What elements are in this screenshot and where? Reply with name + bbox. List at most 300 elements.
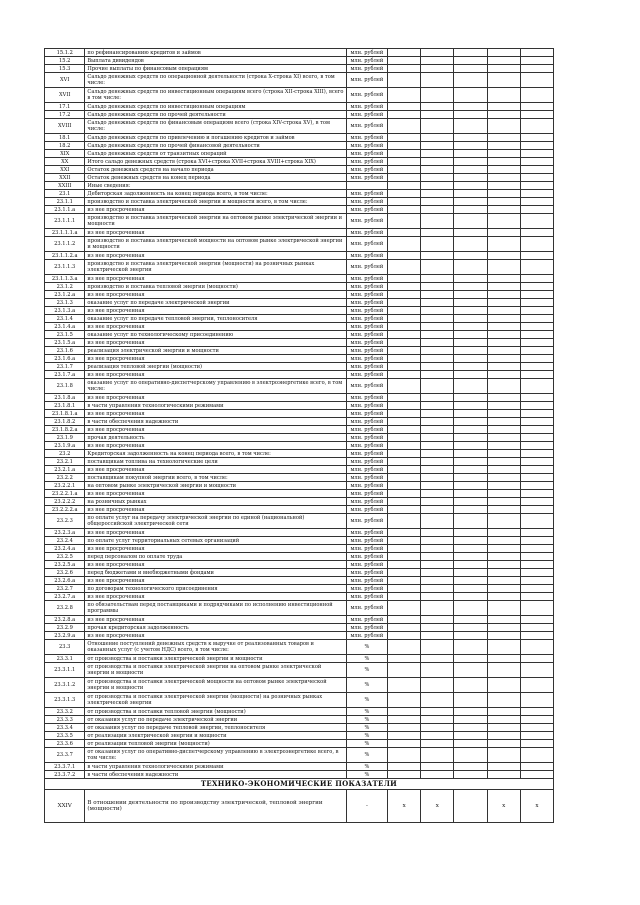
- value-cell: [421, 166, 454, 174]
- value-cell: [388, 529, 421, 537]
- table-row: [45, 111, 554, 119]
- row-code: 17.1: [45, 103, 85, 111]
- value-cell: [454, 482, 487, 490]
- value-cell: [421, 142, 454, 150]
- value-cell: [520, 748, 553, 763]
- value-cell: [388, 724, 421, 732]
- value-cell: [520, 678, 553, 693]
- row-unit: %: [346, 663, 387, 678]
- row-name: из нее просроченная: [85, 561, 346, 569]
- value-cell: [454, 65, 487, 73]
- row-name: прочая деятельность: [85, 434, 346, 442]
- row-unit: млн. рублей: [346, 632, 387, 640]
- value-cell: [388, 182, 421, 190]
- row-unit: млн. рублей: [346, 498, 387, 506]
- row-code: 23.3.5: [45, 732, 85, 740]
- value-cell: [388, 426, 421, 434]
- row-code: 23.1.9: [45, 434, 85, 442]
- value-cell: [454, 616, 487, 624]
- row-unit: млн. рублей: [346, 198, 387, 206]
- value-cell: [388, 291, 421, 299]
- value-cell: [454, 88, 487, 103]
- row-code: 23.1.8.2.а: [45, 426, 85, 434]
- row-unit: млн. рублей: [346, 624, 387, 632]
- row-code: 23.1.1.а: [45, 206, 85, 214]
- value-cell: [520, 402, 553, 410]
- value-cell: [487, 260, 520, 275]
- row-unit: млн. рублей: [346, 601, 387, 616]
- row-unit: млн. рублей: [346, 458, 387, 466]
- value-cell: [487, 442, 520, 450]
- value-cell: [487, 458, 520, 466]
- value-cell: [520, 142, 553, 150]
- table-row: [45, 237, 554, 252]
- value-cell: [454, 474, 487, 482]
- value-cell: [388, 73, 421, 88]
- value-cell: [421, 174, 454, 182]
- value-cell: [520, 307, 553, 315]
- value-cell: [454, 158, 487, 166]
- value-cell: [487, 323, 520, 331]
- table-row: [45, 732, 554, 740]
- value-cell: [421, 748, 454, 763]
- value-cell: [388, 323, 421, 331]
- table-row: [45, 410, 554, 418]
- value-cell: [520, 514, 553, 529]
- value-cell: [388, 158, 421, 166]
- value-cell: [421, 740, 454, 748]
- value-cell: [421, 593, 454, 601]
- row-code: 23.3.6: [45, 740, 85, 748]
- value-cell: [487, 299, 520, 307]
- value-cell: [421, 299, 454, 307]
- value-cell: [487, 601, 520, 616]
- row-name: производство и поставка тепловой энергии (мощности): [85, 283, 346, 291]
- value-cell: [487, 514, 520, 529]
- row-code: 23.1.8.1.а: [45, 410, 85, 418]
- value-cell: [520, 111, 553, 119]
- row-name: производство и поставка электрической мощности на оптовом рынке электрической энергии и мощности: [85, 237, 346, 252]
- row-name: из нее просроченная: [85, 394, 346, 402]
- table-row: [45, 166, 554, 174]
- row-unit: млн. рублей: [346, 315, 387, 323]
- value-cell: [487, 585, 520, 593]
- row-name: из нее просроченная: [85, 339, 346, 347]
- value-cell: [487, 206, 520, 214]
- value-cell: [487, 732, 520, 740]
- value-cell: [487, 88, 520, 103]
- value-cell: [454, 174, 487, 182]
- value-cell: [454, 142, 487, 150]
- table-row: [45, 506, 554, 514]
- row-unit: %: [346, 748, 387, 763]
- value-cell: [454, 655, 487, 663]
- row-unit: млн. рублей: [346, 214, 387, 229]
- table-row: [45, 150, 554, 158]
- value-cell: [487, 283, 520, 291]
- value-cell: [454, 585, 487, 593]
- value-cell: [388, 315, 421, 323]
- footer-unit: -: [346, 790, 387, 823]
- row-code: 23.1.7: [45, 363, 85, 371]
- value-cell: [487, 65, 520, 73]
- row-code: 23.2.1: [45, 458, 85, 466]
- value-cell: [421, 73, 454, 88]
- row-code: 18.2: [45, 142, 85, 150]
- value-cell: [454, 402, 487, 410]
- value-cell: [520, 593, 553, 601]
- value-cell: [388, 371, 421, 379]
- value-cell: [454, 307, 487, 315]
- row-name: от производства и поставки электрической энергии на оптовом рынке электрической энергии и мощности: [85, 663, 346, 678]
- footer-value-2: x: [421, 790, 454, 823]
- row-code: 23.1.1.1: [45, 214, 85, 229]
- value-cell: [487, 569, 520, 577]
- row-code: 23.2.9: [45, 624, 85, 632]
- row-unit: млн. рублей: [346, 275, 387, 283]
- value-cell: [454, 693, 487, 708]
- value-cell: [421, 355, 454, 363]
- value-cell: [454, 410, 487, 418]
- value-cell: [520, 49, 553, 57]
- value-cell: [388, 355, 421, 363]
- row-code: 23.1.2.а: [45, 291, 85, 299]
- value-cell: [520, 434, 553, 442]
- value-cell: [421, 229, 454, 237]
- row-code: 23.3.1.2: [45, 678, 85, 693]
- value-cell: [421, 616, 454, 624]
- value-cell: [454, 49, 487, 57]
- indicators-table-body: [45, 49, 554, 779]
- value-cell: [520, 771, 553, 779]
- value-cell: [388, 206, 421, 214]
- row-unit: млн. рублей: [346, 103, 387, 111]
- table-row: [45, 771, 554, 779]
- row-unit: млн. рублей: [346, 291, 387, 299]
- value-cell: [421, 379, 454, 394]
- value-cell: [421, 514, 454, 529]
- row-code: 23.1.5: [45, 331, 85, 339]
- row-unit: млн. рублей: [346, 347, 387, 355]
- value-cell: [454, 150, 487, 158]
- row-code: 23.2.4.а: [45, 545, 85, 553]
- table-row: [45, 182, 554, 190]
- row-unit: млн. рублей: [346, 410, 387, 418]
- value-cell: [454, 379, 487, 394]
- row-name: Выплата дивидендов: [85, 57, 346, 65]
- row-name: из нее просроченная: [85, 545, 346, 553]
- value-cell: [520, 640, 553, 655]
- value-cell: [454, 275, 487, 283]
- table-row: [45, 142, 554, 150]
- row-code: 23.2.7.а: [45, 593, 85, 601]
- table-row: [45, 283, 554, 291]
- table-row: [45, 355, 554, 363]
- table-row: [45, 331, 554, 339]
- value-cell: [454, 601, 487, 616]
- value-cell: [388, 732, 421, 740]
- value-cell: [421, 693, 454, 708]
- row-code: 23.1.6.а: [45, 355, 85, 363]
- value-cell: [487, 73, 520, 88]
- value-cell: [421, 182, 454, 190]
- value-cell: [388, 363, 421, 371]
- row-name: Отношение поступлений денежных средств к выручке от реализованных товаров и оказанных услуг (с учетом НДС) всего, в том числе:: [85, 640, 346, 655]
- row-name: из нее просроченная: [85, 275, 346, 283]
- row-code: XX: [45, 158, 85, 166]
- value-cell: [487, 450, 520, 458]
- value-cell: [520, 624, 553, 632]
- table-row: [45, 49, 554, 57]
- row-unit: млн. рублей: [346, 323, 387, 331]
- value-cell: [421, 632, 454, 640]
- table-row: [45, 474, 554, 482]
- row-name: оказание услуг по технологическому присоединению: [85, 331, 346, 339]
- row-name: в части обеспечения надежности: [85, 418, 346, 426]
- row-code: 15.1.2: [45, 49, 85, 57]
- value-cell: [388, 716, 421, 724]
- footer-value-5: x: [520, 790, 553, 823]
- value-cell: [487, 182, 520, 190]
- value-cell: [487, 693, 520, 708]
- value-cell: [388, 331, 421, 339]
- value-cell: [487, 553, 520, 561]
- value-cell: [421, 252, 454, 260]
- value-cell: [421, 763, 454, 771]
- value-cell: [520, 474, 553, 482]
- table-row: [45, 490, 554, 498]
- value-cell: [487, 394, 520, 402]
- value-cell: [421, 458, 454, 466]
- value-cell: [388, 632, 421, 640]
- value-cell: [388, 260, 421, 275]
- value-cell: [487, 474, 520, 482]
- row-name: оказание услуг по передаче электрической энергии: [85, 299, 346, 307]
- value-cell: [487, 724, 520, 732]
- value-cell: [454, 339, 487, 347]
- value-cell: [388, 434, 421, 442]
- row-code: 23.3.1: [45, 655, 85, 663]
- row-code: 18.1: [45, 134, 85, 142]
- value-cell: [421, 732, 454, 740]
- value-cell: [388, 299, 421, 307]
- value-cell: [520, 655, 553, 663]
- row-unit: млн. рублей: [346, 506, 387, 514]
- value-cell: [388, 748, 421, 763]
- row-unit: %: [346, 693, 387, 708]
- value-cell: [487, 363, 520, 371]
- table-row: [45, 593, 554, 601]
- row-unit: млн. рублей: [346, 150, 387, 158]
- value-cell: [388, 134, 421, 142]
- row-name: из нее просроченная: [85, 355, 346, 363]
- value-cell: [388, 410, 421, 418]
- row-code: 23.1.8.2: [45, 418, 85, 426]
- row-unit: млн. рублей: [346, 569, 387, 577]
- value-cell: [388, 498, 421, 506]
- row-name: из нее просроченная: [85, 206, 346, 214]
- row-unit: млн. рублей: [346, 355, 387, 363]
- row-name: от оказания услуг по передаче тепловой энергии, теплоносителя: [85, 724, 346, 732]
- value-cell: [487, 402, 520, 410]
- row-unit: млн. рублей: [346, 260, 387, 275]
- table-row: [45, 252, 554, 260]
- table-row: [45, 434, 554, 442]
- value-cell: [520, 119, 553, 134]
- value-cell: [388, 616, 421, 624]
- row-code: 23.1.8: [45, 379, 85, 394]
- value-cell: [520, 498, 553, 506]
- value-cell: [520, 103, 553, 111]
- row-unit: млн. рублей: [346, 577, 387, 585]
- value-cell: [520, 577, 553, 585]
- value-cell: [421, 260, 454, 275]
- table-row: [45, 379, 554, 394]
- value-cell: [487, 49, 520, 57]
- value-cell: [388, 394, 421, 402]
- value-cell: [520, 716, 553, 724]
- table-row: [45, 426, 554, 434]
- value-cell: [421, 206, 454, 214]
- value-cell: [520, 379, 553, 394]
- row-name: Прочие выплаты по финансовым операциям: [85, 65, 346, 73]
- value-cell: [487, 763, 520, 771]
- table-row: [45, 339, 554, 347]
- row-name: производство и поставка электрической энергии и мощности всего, в том числе:: [85, 198, 346, 206]
- value-cell: [388, 763, 421, 771]
- row-name: из нее просроченная: [85, 229, 346, 237]
- value-cell: [454, 363, 487, 371]
- value-cell: [520, 260, 553, 275]
- value-cell: [388, 198, 421, 206]
- value-cell: [421, 347, 454, 355]
- value-cell: [487, 545, 520, 553]
- table-row: [45, 442, 554, 450]
- value-cell: [421, 771, 454, 779]
- value-cell: [520, 65, 553, 73]
- value-cell: [421, 474, 454, 482]
- indicators-table: [44, 48, 554, 823]
- value-cell: [454, 394, 487, 402]
- value-cell: [487, 771, 520, 779]
- value-cell: [388, 693, 421, 708]
- row-name: от реализации электрической энергии и мощности: [85, 732, 346, 740]
- value-cell: [520, 585, 553, 593]
- table-row: [45, 763, 554, 771]
- row-code: XVI: [45, 73, 85, 88]
- value-cell: [388, 166, 421, 174]
- row-code: 23.1.4: [45, 315, 85, 323]
- row-name: от оказания услуг по передаче электрической энергии: [85, 716, 346, 724]
- value-cell: [421, 442, 454, 450]
- value-cell: [454, 545, 487, 553]
- value-cell: [487, 134, 520, 142]
- value-cell: [421, 190, 454, 198]
- row-code: 23.2.3.а: [45, 529, 85, 537]
- table-row: [45, 299, 554, 307]
- row-code: 23.1.5.а: [45, 339, 85, 347]
- value-cell: [454, 237, 487, 252]
- value-cell: [421, 529, 454, 537]
- value-cell: [520, 732, 553, 740]
- value-cell: [487, 593, 520, 601]
- row-unit: млн. рублей: [346, 190, 387, 198]
- section-header-row: [45, 779, 554, 790]
- value-cell: [487, 410, 520, 418]
- value-cell: [421, 283, 454, 291]
- table-row: [45, 616, 554, 624]
- row-unit: млн. рублей: [346, 529, 387, 537]
- value-cell: [520, 545, 553, 553]
- row-code: 23.1.6: [45, 347, 85, 355]
- row-name: оказание услуг по оперативно-диспетчерскому управлению в электроэнергетике всего, в том числе:: [85, 379, 346, 394]
- value-cell: [388, 142, 421, 150]
- value-cell: [454, 740, 487, 748]
- row-code: 23.3.2: [45, 708, 85, 716]
- value-cell: [487, 663, 520, 678]
- value-cell: [487, 57, 520, 65]
- value-cell: [520, 198, 553, 206]
- value-cell: [454, 214, 487, 229]
- value-cell: [388, 577, 421, 585]
- value-cell: [454, 182, 487, 190]
- value-cell: [388, 119, 421, 134]
- row-unit: %: [346, 740, 387, 748]
- value-cell: [520, 616, 553, 624]
- value-cell: [388, 339, 421, 347]
- value-cell: [454, 252, 487, 260]
- value-cell: [421, 363, 454, 371]
- row-unit: [346, 182, 387, 190]
- value-cell: [388, 275, 421, 283]
- table-row: [45, 260, 554, 275]
- value-cell: [487, 418, 520, 426]
- row-unit: млн. рублей: [346, 166, 387, 174]
- table-row: [45, 716, 554, 724]
- value-cell: [487, 142, 520, 150]
- value-cell: [487, 624, 520, 632]
- row-code: 15.3: [45, 65, 85, 73]
- table-row: [45, 577, 554, 585]
- value-cell: [454, 678, 487, 693]
- row-code: 23.1.3.а: [45, 307, 85, 315]
- table-row: [45, 88, 554, 103]
- row-unit: млн. рублей: [346, 379, 387, 394]
- value-cell: [388, 593, 421, 601]
- value-cell: [520, 347, 553, 355]
- row-code: 23.2.2.2: [45, 498, 85, 506]
- value-cell: [487, 119, 520, 134]
- row-name: Остаток денежных средств на начало периода: [85, 166, 346, 174]
- value-cell: [520, 158, 553, 166]
- value-cell: [520, 57, 553, 65]
- value-cell: [421, 434, 454, 442]
- value-cell: [388, 103, 421, 111]
- row-unit: млн. рублей: [346, 307, 387, 315]
- row-unit: млн. рублей: [346, 252, 387, 260]
- table-row: [45, 323, 554, 331]
- value-cell: [520, 442, 553, 450]
- value-cell: [520, 182, 553, 190]
- row-name: реализация электрической энергии и мощности: [85, 347, 346, 355]
- value-cell: [520, 394, 553, 402]
- table-row: [45, 307, 554, 315]
- row-unit: млн. рублей: [346, 339, 387, 347]
- value-cell: [421, 490, 454, 498]
- table-row: [45, 214, 554, 229]
- row-unit: млн. рублей: [346, 466, 387, 474]
- table-row: [45, 553, 554, 561]
